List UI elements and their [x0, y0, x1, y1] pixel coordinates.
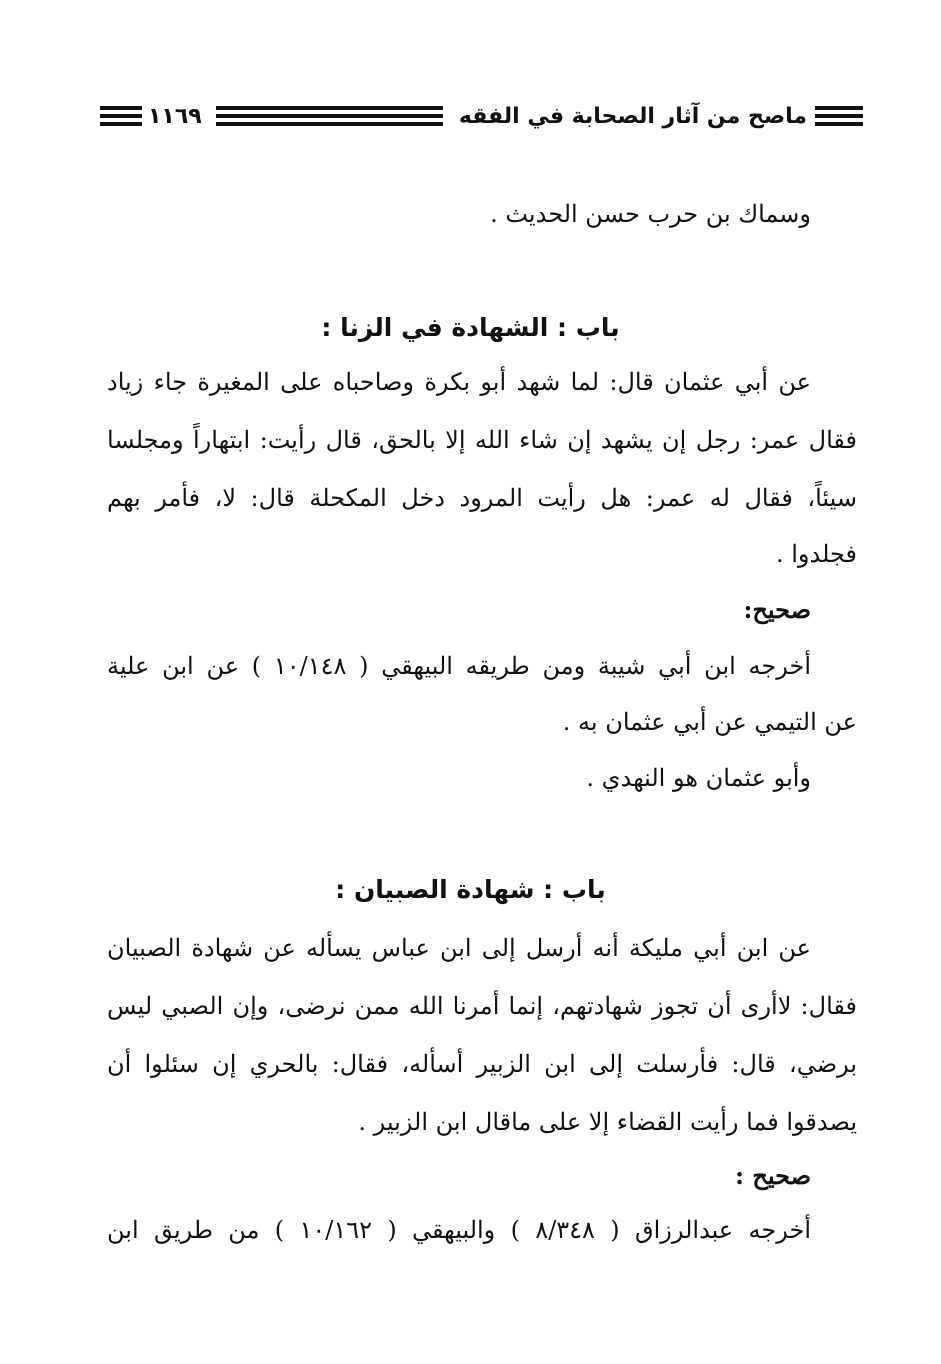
grade-label: صحيح: [743, 595, 811, 624]
takhrij-line: أخرجه ابن أبي شيبة ومن طريقه البيهقي ( ١٠/١٤٨ ) عن ابن علية [107, 652, 811, 680]
running-header [100, 96, 863, 136]
header-rule-middle [216, 106, 443, 126]
takhrij-line: عن التيمي عن أبي عثمان به . [562, 708, 857, 736]
takhrij-line: وأبو عثمان هو النهدي . [586, 764, 811, 792]
body-line: سيئاً، فقال له عمر: هل رأيت المرود دخل المكحلة قال: لا، فأمر بهم [107, 484, 857, 512]
header-rule-left [100, 106, 142, 126]
body-line: برضي، قال: فأرسلت إلى ابن الزبير أسأله، فقال: بالحري إن سئلوا أن [107, 1050, 857, 1078]
section-heading: باب : الشهادة في الزنا : [321, 313, 620, 342]
body-line: فقال عمر: رجل إن يشهد إن شاء الله إلا بالحق، قال رأيت: ابتهاراً ومجلسا [107, 426, 857, 454]
body-line: عن ابن أبي مليكة أنه أرسل إلى ابن عباس يسأله عن شهادة الصبيان [107, 934, 811, 962]
body-line: وسماك بن حرب حسن الحديث . [490, 200, 811, 228]
body-line: يصدقوا فما رأيت القضاء إلا على ماقال ابن الزبير . [358, 1108, 857, 1136]
section-heading: باب : شهادة الصبيان : [335, 875, 606, 904]
header-rule-right [815, 106, 863, 126]
body-line: فجلدوا . [775, 540, 857, 568]
page-number: ١١٦٩ [148, 103, 202, 129]
grade-label: صحيح : [735, 1161, 811, 1190]
body-line: فقال: لاأرى أن تجوز شهادتهم، إنما أمرنا الله ممن نرضى، وإن الصبي ليس [107, 992, 857, 1020]
running-title: ماصح من آثار الصحابة في الفقه [458, 103, 807, 129]
body-line: عن أبي عثمان قال: لما شهد أبو بكرة وصاحباه على المغيرة جاء زياد [107, 368, 811, 396]
takhrij-line: أخرجه عبدالرزاق ( ٨/٣٤٨ ) والبيهقي ( ١٠/١٦٢ ) من طريق ابن [107, 1216, 811, 1244]
